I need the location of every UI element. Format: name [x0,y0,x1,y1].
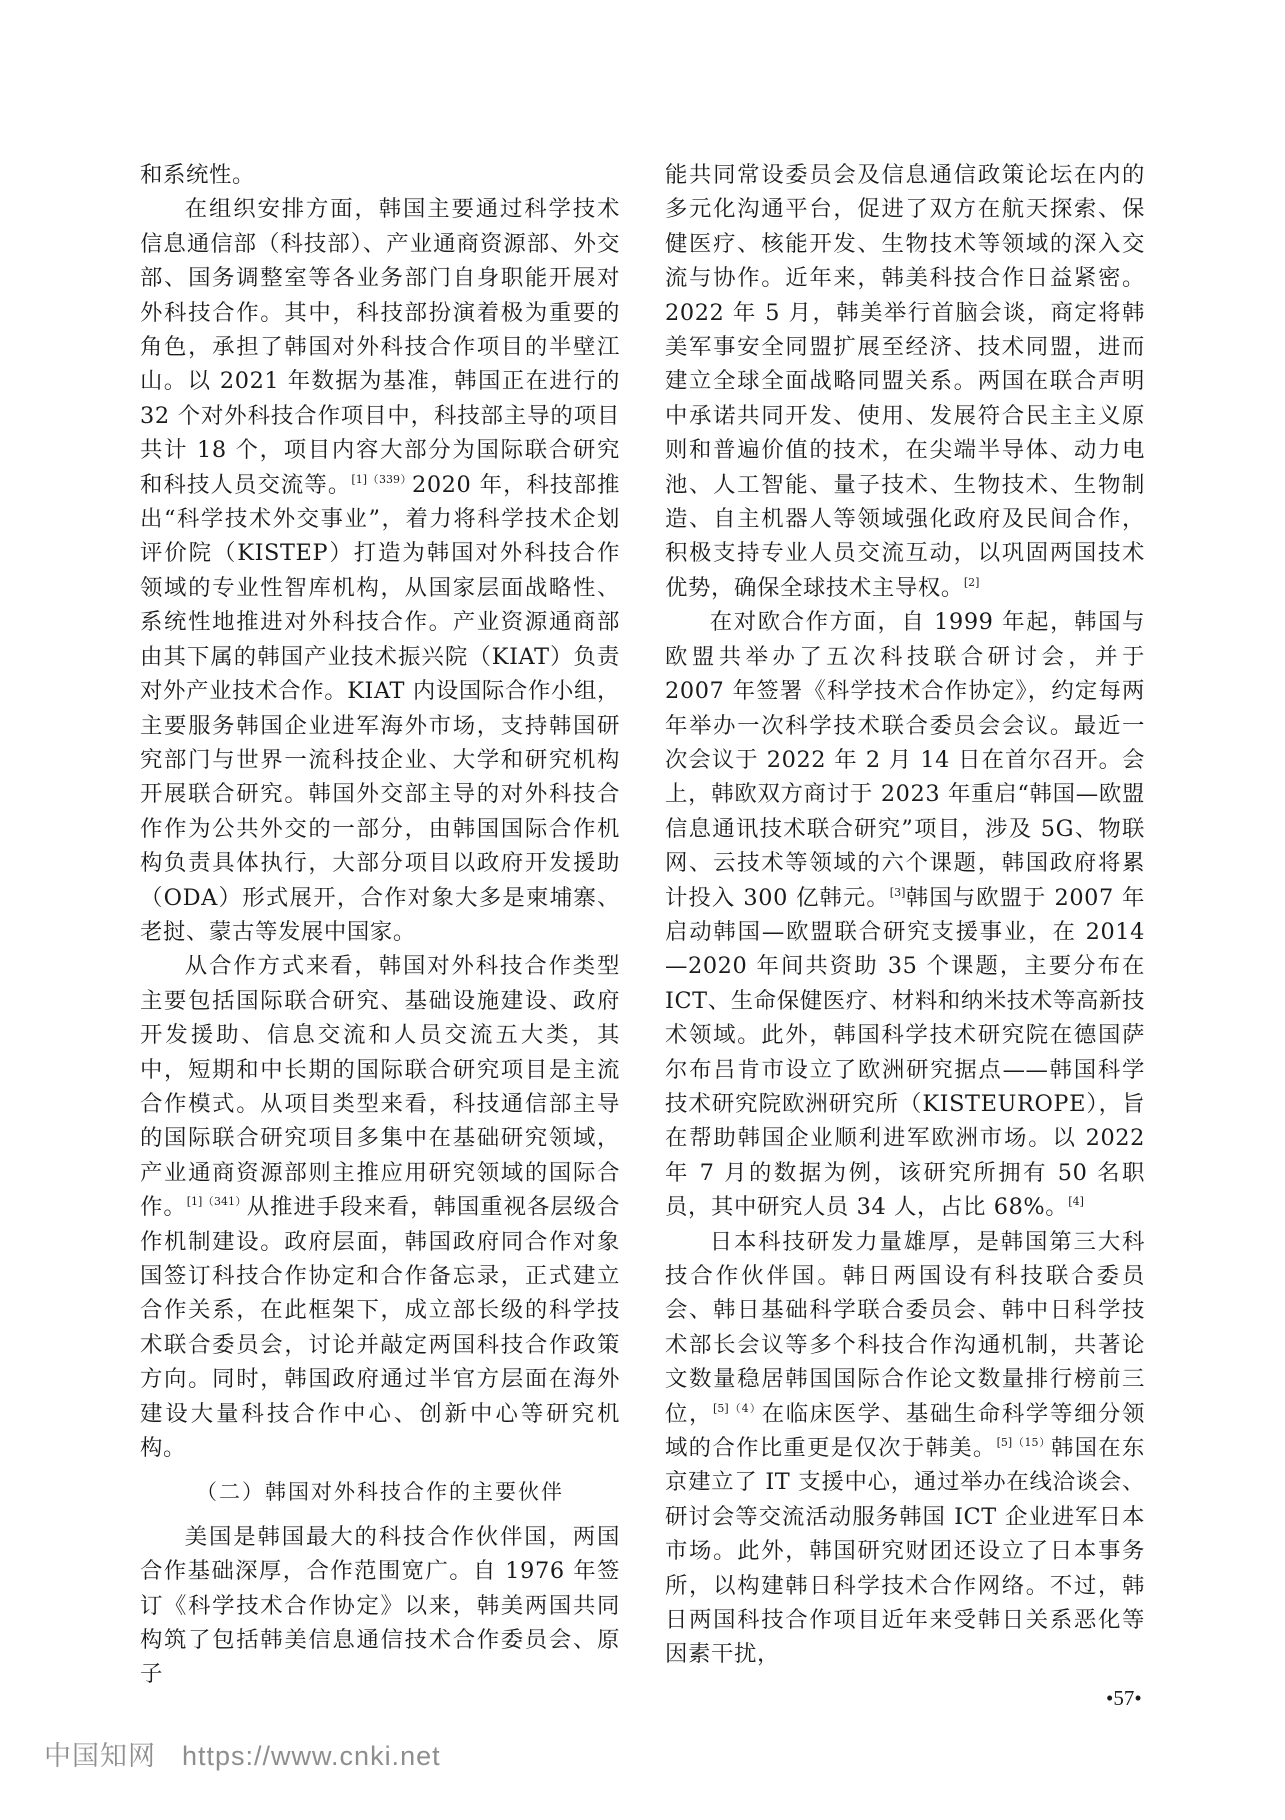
paragraph-text: 日本科技研发力量雄厚，是韩国第三大科技合作伙伴国。韩日两国设有科技联合委员会、韩日基础科学联合委员会、韩中日科学技术部长会议等多个科技合作沟通机制，共著论文数量稳居韩国国际合作论文数量排行榜前三位， [665,1228,1145,1427]
paragraph-text: 韩国在东京建立了 IT 支援中心，通过举办在线洽谈会、研讨会等交流活动服务韩国 ICT 企业进军日本市场。此外，韩国研究财团还设立了日本事务所，以构建韩日科学技术合作网络。不过，韩日两国科技合作项目近年来受韩日关系恶化等因素干扰， [665,1435,1145,1668]
section-heading: （二）韩国对外科技合作的主要伙伴 [196,1480,564,1505]
citation: [2] [963,575,980,589]
paragraph-text: 从推进手段来看，韩国重视各层级合作机制建设。政府层面，韩国政府同合作对象国签订科技合作协定和合作备忘录，正式建立合作关系，在此框架下，成立部长级的科学技术联合委员会，讨论并敲定两国科技合作政策方向。同时，韩国政府通过半官方层面在海外建设大量科技合作中心、创新中心等研究机构。 [140,1194,620,1462]
paragraph: 和系统性。 [140,162,255,188]
paragraph-text: 在组织安排方面，韩国主要通过科学技术信息通信部（科技部）、产业通商资源部、外交部、国务调整室等各业务部门自身职能开展对外科技合作。其中，科技部扮演着极为重要的角色，承担了韩国对外科技合作项目的半壁江山。以 2021 年数据为基准，韩国正在进行的 32 个对外科技合作项目中，科技部主导的项目共计 18 个，项目内容大部分为国际联合研究和科技人员交流等。 [140,196,620,498]
paragraph-text: 在对欧合作方面，自 1999 年起，韩国与欧盟共举办了五次科技联合研讨会，并于 2007 年签署《科学技术合作协定》，约定每两年举办一次科学技术联合委员会会议。最近一次会议于 2022 年 2 月 14 日在首尔召开。会上，韩欧双方商讨于 2023 年重启“韩国—欧盟信息通讯技术联合研究”项目，涉及 5G、物联网、云技术等领域的六个课题，韩国政府将累计投入 300 亿韩元。 [665,609,1145,911]
citation: [5]（15） [996,1436,1051,1450]
paragraph [665,1225,1145,1672]
left-column [140,158,620,1692]
page-number: •57• [1106,1686,1142,1710]
paragraph [140,949,620,1465]
paragraph: 美国是韩国最大的科技合作伙伴国，两国合作基础深厚，合作范围宽广。自 1976 年签订《科学技术合作协定》以来，韩美两国共同构筑了包括韩美信息通信技术合作委员会、原子 [140,1523,620,1688]
citation: [5]（4） [713,1401,762,1415]
watermark [44,1734,467,1773]
paragraph-text: 从合作方式来看，韩国对外科技合作类型主要包括国际联合研究、基础设施建设、政府开发援助、信息交流和人员交流五大类，其中，短期和中长期的国际联合研究项目是主流合作模式。从项目类型来看，科技通信部主导的国际联合研究项目多集中在基础研究领域，产业通商资源部则主推应用研究领域的国际合作。 [140,953,620,1221]
citation: [4] [1068,1195,1084,1209]
paragraph-text: 2020 年，科技部推出“科学技术外交事业”，着力将科学技术企划评价院（KISTEP）打造为韩国对外科技合作领域的专业性智库机构，从国家层面战略性、系统性地推进对外科技合作。产业资源通商部由其下属的韩国产业技术振兴院（KIAT）负责对外产业技术合作。KIAT 内设国际合作小组，主要服务韩国企业进军海外市场，支持韩国研究部门与世界一流科技企业、大学和研究机构开展联合研究。韩国外交部主导的对外科技合作作为公共外交的一部分，由韩国国际合作机构负责具体执行，大部分项目以政府开发援助（ODA）形式展开，合作对象大多是柬埔寨、老挝、蒙古等发展中国家。 [140,471,621,945]
citation: [3] [889,885,906,899]
watermark-brand: 中国知网 [44,1741,156,1771]
paragraph-text: 韩国与欧盟于 2007 年启动韩国—欧盟联合研究支援事业，在 2014—2020 年间共资助 35 个课题，主要分布在 ICT、生命保健医疗、材料和纳米技术等高新技术领域。此外，韩国科学技术研究院在德国萨尔布吕肯市设立了欧洲研究据点——韩国科学技术研究院欧洲研究所（KISTEUROPE），旨在帮助韩国企业顺利进军欧洲市场。以 2022 年 7 月的数据为例，该研究所拥有 50 名职员，其中研究人员 34 人，占比 68%。 [665,884,1145,1221]
right-column [665,158,1145,1672]
paragraph-text: 在临床医学、基础生命科学等细分领域的合作比重更是仅次于韩美。 [665,1400,1145,1462]
paragraph [665,605,1145,1224]
paragraph [140,192,620,949]
watermark-url: https://www.cnki.net [182,1741,441,1771]
citation: [1]（339） [351,472,412,486]
paragraph-text: 能共同常设委员会及信息通信政策论坛在内的多元化沟通平台，促进了双方在航天探索、保健医疗、核能开发、生物技术等领域的深入交流与协作。近年来，韩美科技合作日益紧密。2022 年 5 月，韩美举行首脑会谈，商定将韩美军事安全同盟扩展至经济、技术同盟，进而建立全球全面战略同盟关系。两国在联合声明中承诺共同开发、使用、发展符合民主主义原则和普遍价值的技术，在尖端半导体、动力电池、人工智能、量子技术、生物技术、生物制造、自主机器人等领域强化政府及民间合作，积极支持专业人员交流互动，以巩固两国技术优势，确保全球技术主导权。 [665,162,1145,601]
paragraph [665,158,1145,605]
citation: [1]（341） [186,1195,247,1209]
